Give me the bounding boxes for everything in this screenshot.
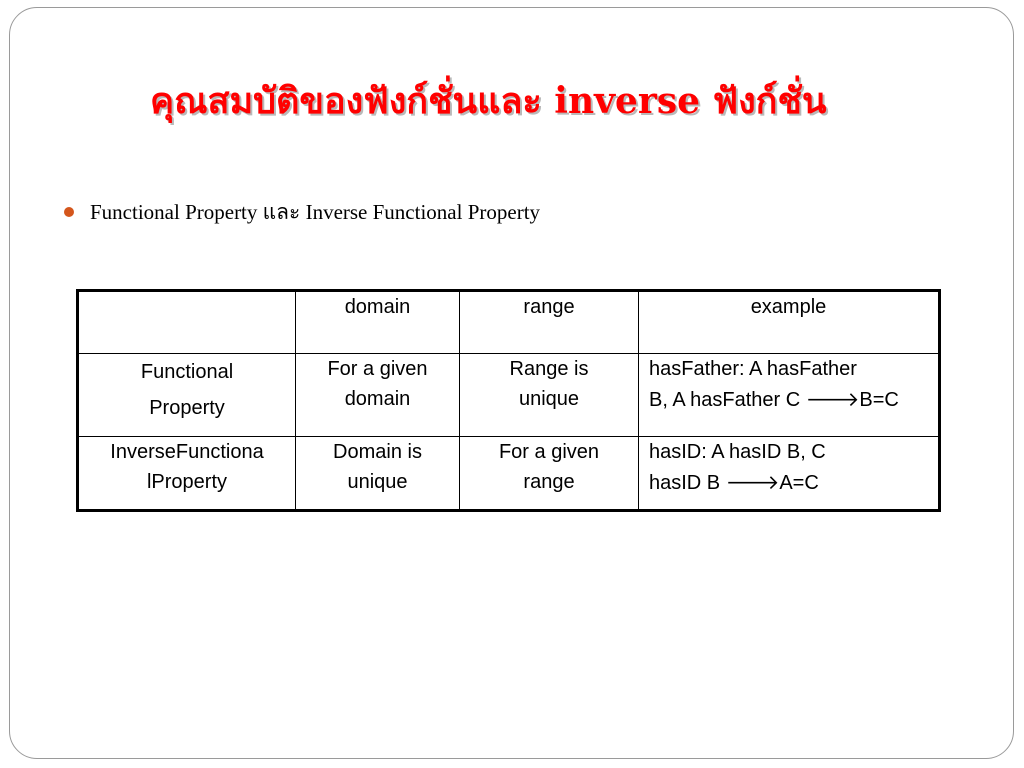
range-cell [460, 437, 639, 511]
domain-cell [296, 354, 460, 437]
example-line: hasFather: A hasFather [649, 358, 857, 380]
bullet-text: Functional Property และ Inverse Functional Property [90, 200, 541, 224]
example-text: B=C [859, 389, 899, 411]
example-text: A=C [779, 472, 819, 494]
table-row [78, 437, 940, 511]
range-line: unique [518, 388, 580, 410]
example-cell [639, 354, 940, 437]
domain-cell [296, 437, 460, 511]
domain-line: unique [347, 471, 408, 493]
table-header-row [78, 291, 940, 354]
row-label-line: Functional [140, 361, 234, 383]
header-cell-empty [78, 291, 296, 354]
domain-line: For a given [327, 358, 428, 380]
example-line: hasID: A hasID B, C [649, 441, 826, 463]
table-row [78, 354, 940, 437]
properties-table [76, 289, 941, 512]
arrow-right-icon: 🡒 [805, 387, 860, 411]
row-label-line: Property [149, 397, 225, 419]
header-cell-range: range [460, 291, 639, 354]
example-text: B, A hasFather C [649, 389, 806, 411]
range-line: For a given [498, 441, 600, 463]
row-label-cell [78, 437, 296, 511]
example-line [649, 467, 938, 498]
header-cell-example: example [639, 291, 940, 354]
range-cell [460, 354, 639, 437]
example-cell [639, 437, 940, 511]
header-cell-domain: domain [296, 291, 460, 354]
example-line [649, 384, 938, 415]
arrow-right-icon: 🡒 [725, 470, 780, 494]
domain-line: domain [344, 388, 411, 410]
row-label-line: lProperty [146, 471, 228, 493]
range-line: range [523, 471, 575, 493]
domain-line: Domain is [333, 441, 422, 463]
bullet-dot-icon [64, 207, 74, 217]
example-text: hasID B [649, 472, 726, 494]
row-label-cell [78, 354, 296, 437]
bullet-item [64, 196, 540, 229]
range-line: Range is [509, 358, 589, 380]
slide-title: คุณสมบัติของฟังก์ชั่นและ inverse ฟังก์ชั่น [150, 80, 827, 122]
row-label-line: InverseFunctiona [110, 441, 264, 463]
